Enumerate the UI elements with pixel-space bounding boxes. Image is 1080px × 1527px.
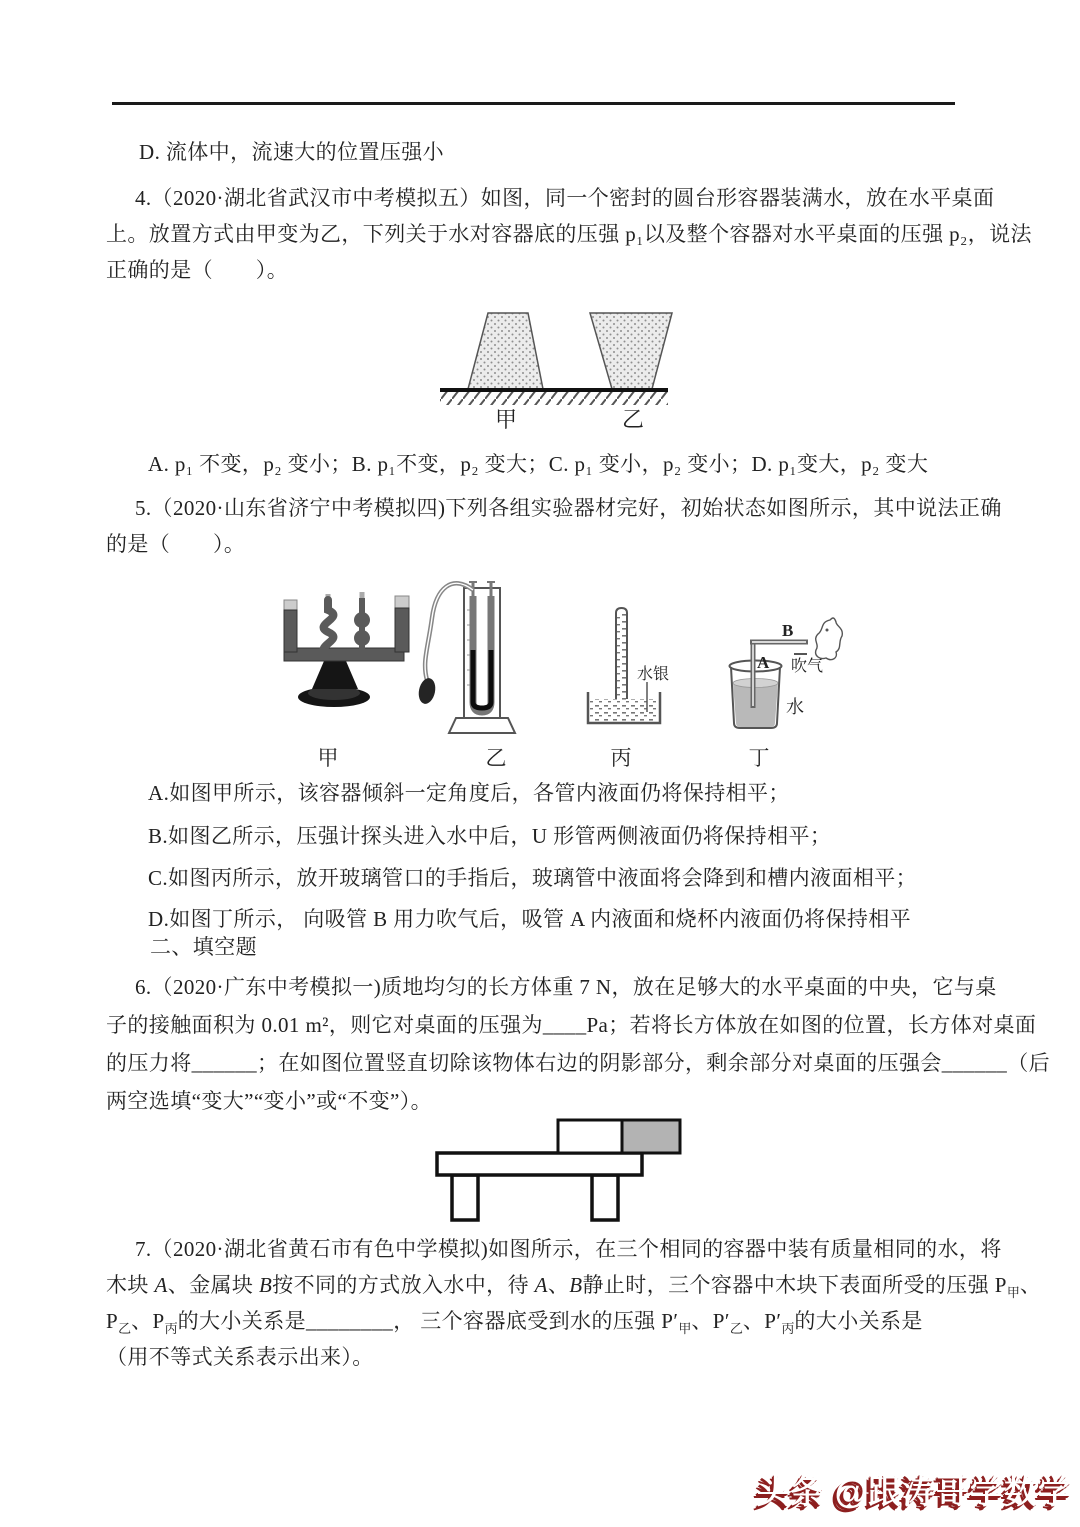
q5-label-jia: 甲 <box>317 746 339 770</box>
water-label: 水 <box>786 697 804 717</box>
q7-line-4: （用不等式关系表示出来）。 <box>106 1345 374 1369</box>
q5-label-bing: 丙 <box>610 746 632 770</box>
probe-disc <box>416 677 437 706</box>
q4-label-jia: 甲 <box>494 407 518 432</box>
table-top <box>437 1153 642 1175</box>
q6-line-4: 两空选填“变大”“变小”或“不变”）。 <box>106 1089 433 1113</box>
pressure-gauge-apparatus <box>416 582 515 733</box>
q7-line-1: 7.（2020·湖北省黄石市有色中学模拟)如图所示，在三个相同的容器中装有质量相同的水，将 <box>135 1237 1002 1261</box>
table-leg-right <box>592 1175 618 1220</box>
header-divider <box>112 102 955 105</box>
beaker-straw-apparatus <box>730 618 843 728</box>
q5-option-a: A.如图甲所示，该容器倾斜一定角度后，各管内液面仍将保持相平； <box>148 781 790 805</box>
blow-label: 吹气 <box>791 658 824 675</box>
mercury-label: 水银 <box>637 666 670 683</box>
straw-b-label: B <box>782 621 794 640</box>
q5-line-2: 的是（ ）。 <box>106 532 246 556</box>
q4-line-3: 正确的是（ ）。 <box>106 258 289 282</box>
blowing-face-sketch <box>816 618 843 660</box>
table-leg-left <box>452 1175 478 1220</box>
prev-option-d: D. 流体中，流速大的位置压强小 <box>139 140 445 164</box>
q5-option-b: B.如图乙所示，压强计探头进入水中后，U 形管两侧液面仍将保持相平； <box>148 824 832 848</box>
q6-table-figure <box>430 1115 690 1227</box>
q6-line-1: 6.（2020·广东中考模拟一)质地均匀的长方体重 7 N，放在足够大的水平桌面的中央，它与桌 <box>135 975 997 999</box>
q5-option-d: D.如图丁所示， 向吸管 B 用力吹气后，吸管 A 内液面和烧杯内液面仍将保持相平 <box>148 907 912 931</box>
connected-vessels-apparatus <box>284 592 409 707</box>
watermark-text: 头条 @跟涛哥学数学 <box>756 1473 1072 1510</box>
q5-option-c: C.如图丙所示，放开玻璃管口的手指后，玻璃管中液面将会降到和槽内液面相平； <box>148 866 918 890</box>
q5-label-ding: 丁 <box>748 746 770 770</box>
q6-line-3: 的压力将______；在如图位置竖直切除该物体右边的阴影部分，剩余部分对桌面的压强会______（后 <box>106 1051 1050 1075</box>
q5-line-1: 5.（2020·山东省济宁中考模拟四)下列各组实验器材完好，初始状态如图所示，其中说法正确 <box>135 496 1002 520</box>
q4-line-2: 上。放置方式由甲变为乙，下列关于水对容器底的压强 p₁以及整个容器对水平桌面的压强 p₂，说法 <box>106 222 1032 246</box>
q6-line-2: 子的接触面积为 0.01 m²，则它对桌面的压强为____Pa；若将长方体放在如图的位置，长方体对桌面 <box>106 1013 1037 1037</box>
q7-line-3: $P_乙$、$P_丙$的大小关系是________， 三个容器底受到水的压强 $P'_甲$、$P'_乙$、$P'_丙$的大小关系是 <box>106 1309 923 1336</box>
q4-line-1: 4.（2020·湖北省武汉市中考模拟五）如图，同一个密封的圆台形容器装满水，放在水平桌面 <box>135 186 995 210</box>
q5-apparatus-figure <box>270 570 870 775</box>
container-yi-shape <box>590 313 672 389</box>
container-jia-shape <box>468 313 543 389</box>
block-shaded-part <box>622 1120 680 1153</box>
q4-containers-figure <box>430 301 690 435</box>
straw-a-label: A <box>757 653 770 672</box>
mercury-tube-apparatus <box>588 608 669 723</box>
section-2-heading: 二、填空题 <box>150 935 257 959</box>
ground-hatching <box>440 391 668 405</box>
q4-label-yi: 乙 <box>621 407 645 432</box>
block-white-part <box>558 1120 622 1153</box>
q5-label-yi: 乙 <box>485 746 507 770</box>
q4-options: A. p₁ 不变，p₂ 变小；B. p₁不变，p₂ 变大；C. p₁ 变小，p₂ 变小；D. p₁变大，p₂ 变大 <box>148 452 929 476</box>
q7-line-2: 木块 A、金属块 B按不同的方式放入水中，待 A、B静止时，三个容器中木块下表面所受的压强 $P_甲$、 <box>106 1273 1042 1300</box>
